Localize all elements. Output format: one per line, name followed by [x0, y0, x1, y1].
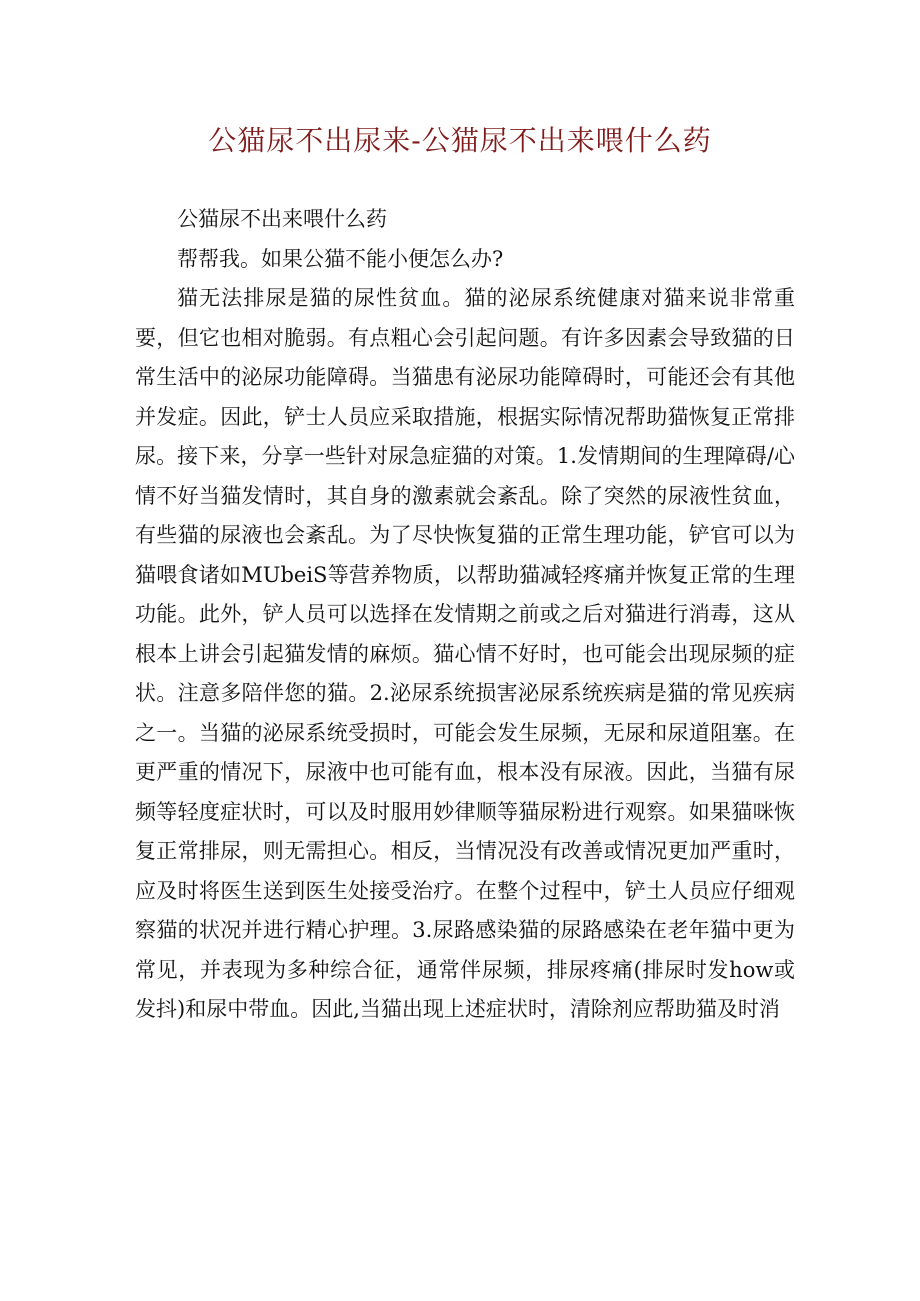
- question-paragraph: 帮帮我。如果公猫不能小便怎么办?: [177, 246, 504, 271]
- document-body: [135, 200, 795, 1030]
- main-paragraph: 猫无法排尿是猫的尿性贫血。猫的泌尿系统健康对猫来说非常重要，但它也相对脆弱。有点粗心会引起问题。有许多因素会导致猫的日常生活中的泌尿功能障碍。当猫患有泌尿功能障碍时，可能还会有其他并发症。因此，铲士人员应采取措施，根据实际情况帮助猫恢复正常排尿。接下来，分享一些针对尿急症猫的对策。1.发情期间的生理障碍/心情不好当猫发情时，其自身的激素就会紊乱。除了突然的尿液性贫血，有些猫的尿液也会紊乱。为了尽快恢复猫的正常生理功能，铲官可以为猫喂食诸如MUbeiS等营养物质，以帮助猫减轻疼痛并恢复正常的生理功能。此外，铲人员可以选择在发情期之前或之后对猫进行消毒，这从根本上讲会引起猫发情的麻烦。猫心情不好时，也可能会出现尿频的症状。注意多陪伴您的猫。2.泌尿系统损害泌尿系统疾病是猫的常见疾病之一。当猫的泌尿系统受损时，可能会发生尿频，无尿和尿道阻塞。在更严重的情况下，尿液中也可能有血，根本没有尿液。因此，当猫有尿频等轻度症状时，可以及时服用妙律顺等猫尿粉进行观察。如果猫咪恢复正常排尿，则无需担心。相反，当情况没有改善或情况更加严重时，应及时将医生送到医生处接受治疗。在整个过程中，铲土人员应仔细观察猫的状况并进行精心护理。3.尿路感染猫的尿路感染在老年猫中更为常见，并表现为多种综合征，通常伴尿频，排尿疼痛(排尿时发how或发抖)和尿中带血。因此,当猫出现上述症状时，清除剂应帮助猫及时消: [135, 286, 795, 1021]
- document-title: 公猫尿不出尿来-公猫尿不出来喂什么药: [208, 124, 712, 157]
- subtitle-paragraph: 公猫尿不出来喂什么药: [177, 207, 387, 231]
